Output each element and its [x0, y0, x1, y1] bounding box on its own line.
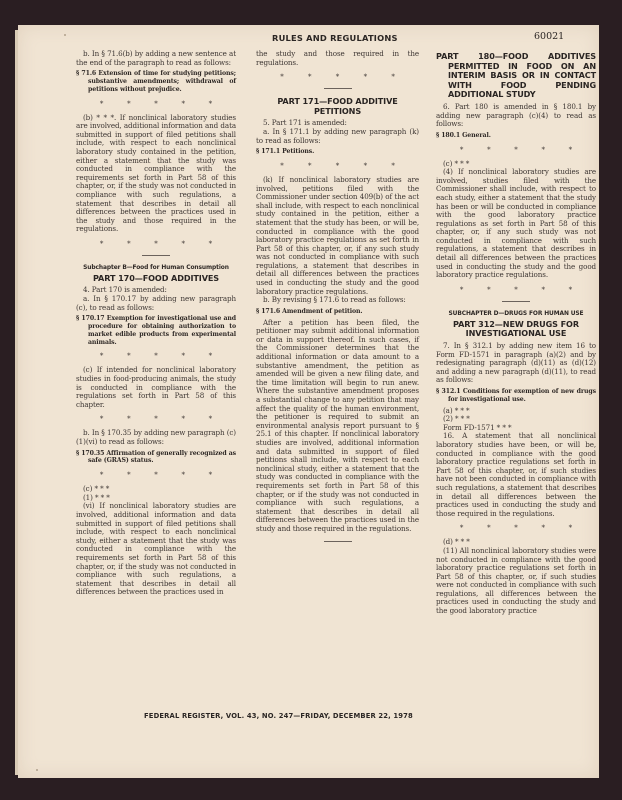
- star: *: [208, 471, 213, 480]
- star: *: [459, 524, 464, 533]
- star: *: [335, 161, 340, 170]
- paragraph: (1) * * *: [83, 492, 110, 502]
- paragraph: b. In § 71.6(b) by adding a new sentence at the end of the paragraph to read as follows:: [76, 49, 236, 67]
- ellipsis-stars: [448, 146, 584, 154]
- star: *: [208, 415, 213, 424]
- paper-speck: [64, 34, 66, 36]
- paragraph: a. In § 171.1 by adding new paragraph (k) to read as follows:: [256, 126, 419, 145]
- star: *: [568, 145, 573, 154]
- part-heading: PART 312—NEW DRUGS FOR INVESTIGATIONAL USE: [453, 318, 579, 339]
- star: *: [307, 73, 312, 82]
- subchapter-heading: SUBCHAPTER D—DRUGS FOR HUMAN USE: [448, 310, 584, 317]
- ellipsis-stars: [448, 524, 584, 532]
- star: *: [280, 161, 284, 170]
- star: *: [181, 352, 185, 361]
- star: *: [208, 239, 213, 248]
- paragraph: (c) * * *: [83, 484, 110, 494]
- star: *: [181, 415, 185, 424]
- ellipsis-stars: [88, 415, 224, 423]
- ellipsis-stars: [88, 240, 224, 248]
- paragraph: (vi) If nonclinical laboratory studies are involved, additional information and data submitted in support of filed petitions shall include, with respect to each nonclinical study, either a statement that the study was conducted in compliance with the requirements set forth in Part 58 of this chapter, or, if the study was not conducted in compliance with such regulations, a statement that describes in detail all differences between the practices used in: [76, 501, 236, 597]
- page-number: 60021: [534, 31, 565, 42]
- section-heading: § 170.35 Affirmation of generally recognized as safe (GRAS) status.: [76, 449, 236, 465]
- paragraph: (c) * * *: [443, 158, 470, 168]
- star: *: [391, 73, 395, 82]
- star: *: [127, 352, 131, 361]
- star: *: [127, 99, 131, 108]
- star: *: [568, 285, 573, 294]
- paragraph: (a) * * *: [443, 405, 470, 415]
- star: *: [541, 145, 545, 154]
- subchapter-heading: Subchapter B—Food for Human Consumption: [83, 264, 229, 271]
- paragraph: a. In § 170.17 by adding new paragraph (c), to read as follows:: [76, 294, 236, 312]
- divider-rule: [502, 301, 530, 302]
- paragraph: (11) All nonclinical laboratory studies were not conducted in compliance with the good laboratory practice regulations set forth in Part 58 of this chapter, or, if such studies were not conducted in compliance with such regulations, all differences between the practices used in conducting the study and the good laboratory practice: [436, 545, 596, 616]
- paragraph: the study and those required in the regulations.: [256, 49, 419, 67]
- star: *: [487, 145, 491, 154]
- section-heading: § 171.6 Amendment of petition.: [256, 307, 363, 315]
- star: *: [99, 471, 104, 480]
- ellipsis-stars: [268, 73, 407, 81]
- paper-speck: [36, 769, 38, 771]
- star: *: [514, 285, 518, 294]
- star: *: [487, 524, 491, 533]
- section-heading: § 170.17 Exemption for investigational use and procedure for obtaining authorization to market edible products from experimental animals.: [76, 315, 236, 346]
- star: *: [363, 73, 367, 82]
- divider-rule: [142, 255, 170, 256]
- star: *: [514, 524, 518, 533]
- star: *: [99, 239, 104, 248]
- star: *: [391, 161, 395, 170]
- paragraph: (k) If nonclinical laboratory studies are involved, petitions filed with the Commissioner under section 409(b) of the act shall include, with respect to each nonclinical study contained in the petition, either a statement that the study has been, or will be, conducted in compliance with the good laboratory practice regulations as set forth in Part 58 of this chapter, or, if any such study was not conducted in compliance with such regulations, a statement that describes in detail all differences between the practices used in conducting the study and the good laboratory practice regulations.: [256, 174, 419, 296]
- star: *: [208, 352, 213, 361]
- star: *: [363, 161, 367, 170]
- paragraph: 16. A statement that all nonclinical laboratory studies have been, or will be, conducted in compliance with the good laboratory practice regulations set forth in Part 58 of this chapter, or, if such studies have not been conducted in compliance with such regulations, a statement that describes in detail all differences between the practices used in conducting the study and those required in the regulations.: [436, 431, 596, 518]
- part-heading: PART 170—FOOD ADDITIVES: [92, 272, 220, 283]
- star: *: [487, 285, 491, 294]
- star: *: [459, 145, 464, 154]
- star: *: [99, 415, 104, 424]
- star: *: [154, 99, 158, 108]
- part-heading: PART 171—FOOD ADDITIVE PETITIONS: [277, 96, 398, 116]
- star: *: [127, 471, 131, 480]
- paragraph: 6. Part 180 is amended in § 180.1 by adding new paragraph (c)(4) to read as follows:: [436, 101, 596, 129]
- ellipsis-stars: [448, 286, 584, 294]
- star: *: [181, 471, 185, 480]
- section-heading: § 71.6 Extension of time for studying petitions; substantive amendments; withdrawal of petitions without prejudice.: [76, 70, 236, 93]
- star: *: [127, 415, 131, 424]
- star: *: [541, 285, 545, 294]
- paragraph: (2) * * *: [443, 414, 470, 424]
- paragraph: b. By revising § 171.6 to read as follows:: [263, 295, 406, 305]
- paragraph: Form FD-1571 * * *: [443, 422, 512, 432]
- page-footer: FEDERAL REGISTER, VOL. 43, NO. 247—FRIDAY, DECEMBER 22, 1978: [144, 712, 413, 720]
- section-heading: § 312.1 Conditions for exemption of new drugs for investigational use.: [436, 388, 596, 403]
- running-header: RULES AND REGULATIONS: [272, 33, 398, 43]
- ellipsis-stars: [88, 100, 224, 108]
- paragraph: (d) * * *: [443, 537, 470, 547]
- star: *: [154, 471, 158, 480]
- star: *: [208, 99, 213, 108]
- paragraph: (b) * * *. If nonclinical laboratory studies are involved, additional information and data submitted in support of filed petitions shall include, with respect to each nonclinical laboratory study contained in the petition, either a statement that the study was conducted in compliance with the requirements set forth in Part 58 of this chapter, or, if the study was not conducted in compliance with such regulations, a statement that describes in detail all differences between the practices used in the study and those required in the regulations.: [76, 112, 236, 234]
- column-3: [436, 50, 596, 616]
- divider-rule: [324, 541, 352, 542]
- star: *: [181, 99, 185, 108]
- section-heading: § 180.1 General.: [436, 131, 491, 139]
- star: *: [568, 524, 573, 533]
- star: *: [459, 285, 464, 294]
- column-1: [76, 50, 236, 597]
- paragraph: 5. Part 171 is amended:: [263, 118, 347, 128]
- star: *: [154, 239, 158, 248]
- star: *: [154, 352, 158, 361]
- star: *: [181, 239, 185, 248]
- paragraph: b. In § 170.35 by adding new paragraph (c)(1)(vi) to read as follows:: [76, 428, 236, 447]
- paragraph: (4) If nonclinical laboratory studies are involved, studies filed with the Commissioner shall include, with respect to each study, either a statement that the study has been or will be conducted in compliance with the good laboratory practice regulations as set forth in Part 58 of this chapter, or, if any such study was not conducted in compliance with such regulations, a statement that describes in detail all differences between the practices used in conducting the study and the good laboratory practice regulations.: [436, 167, 596, 280]
- star: *: [127, 239, 131, 248]
- column-2: [256, 50, 419, 550]
- star: *: [154, 415, 158, 424]
- section-heading: § 171.1 Petitions.: [256, 148, 315, 156]
- star: *: [280, 73, 284, 82]
- paragraph: (c) If intended for nonclinical laboratory studies in food-producing animals, the study is conducted in compliance with the regulations set forth in Part 58 of this chapter.: [76, 365, 236, 409]
- star: *: [99, 99, 104, 108]
- part-heading: PART 180—FOOD ADDITIVES PERMITTED IN FOOD ON AN INTERIM BASIS OR IN CONTACT WITH FOOD PENDING ADDITIONAL STUDY: [436, 51, 596, 100]
- star: *: [307, 161, 312, 170]
- star: *: [514, 145, 518, 154]
- paragraph: After a petition has been filed, the petitioner may submit additional information or data in support thereof. In such cases, if the Commissioner determines that the additional information or data amount to a substantive amendment, the petition as amended will be given a new filing date, and the time limitation will begin to run anew. Where the substantive amendment proposes a substantial change to any petition that may affect the quality of the human environment, the petitioner is required to submit an environmental analysis report pursuant to § 25.1 of this chapter. If nonclinical laboratory studies are involved, additional information and data submitted in support of filed petitions shall include, with respect to each nonclinical study, either a statement that the study was conducted in compliance with the requirements set forth in Part 58 of this chapter, or if the study was not conducted in compliance with such regulations, a statement that describes in detail all differences between the practices used in the study and those required in the regulations.: [256, 317, 419, 533]
- paragraph: 4. Part 170 is amended:: [83, 285, 167, 295]
- star: *: [335, 73, 340, 82]
- star: *: [99, 352, 104, 361]
- paragraph: 7. In § 312.1 by adding new item 16 to Form FD-1571 in paragraph (a)(2) and by redesignating paragraph (d)(11) as (d)(12) and adding a new paragraph (d)(11), to read as follows:: [436, 341, 596, 385]
- ellipsis-stars: [268, 162, 407, 170]
- star: *: [541, 524, 545, 533]
- ellipsis-stars: [88, 471, 224, 479]
- divider-rule: [324, 88, 352, 89]
- ellipsis-stars: [88, 352, 224, 360]
